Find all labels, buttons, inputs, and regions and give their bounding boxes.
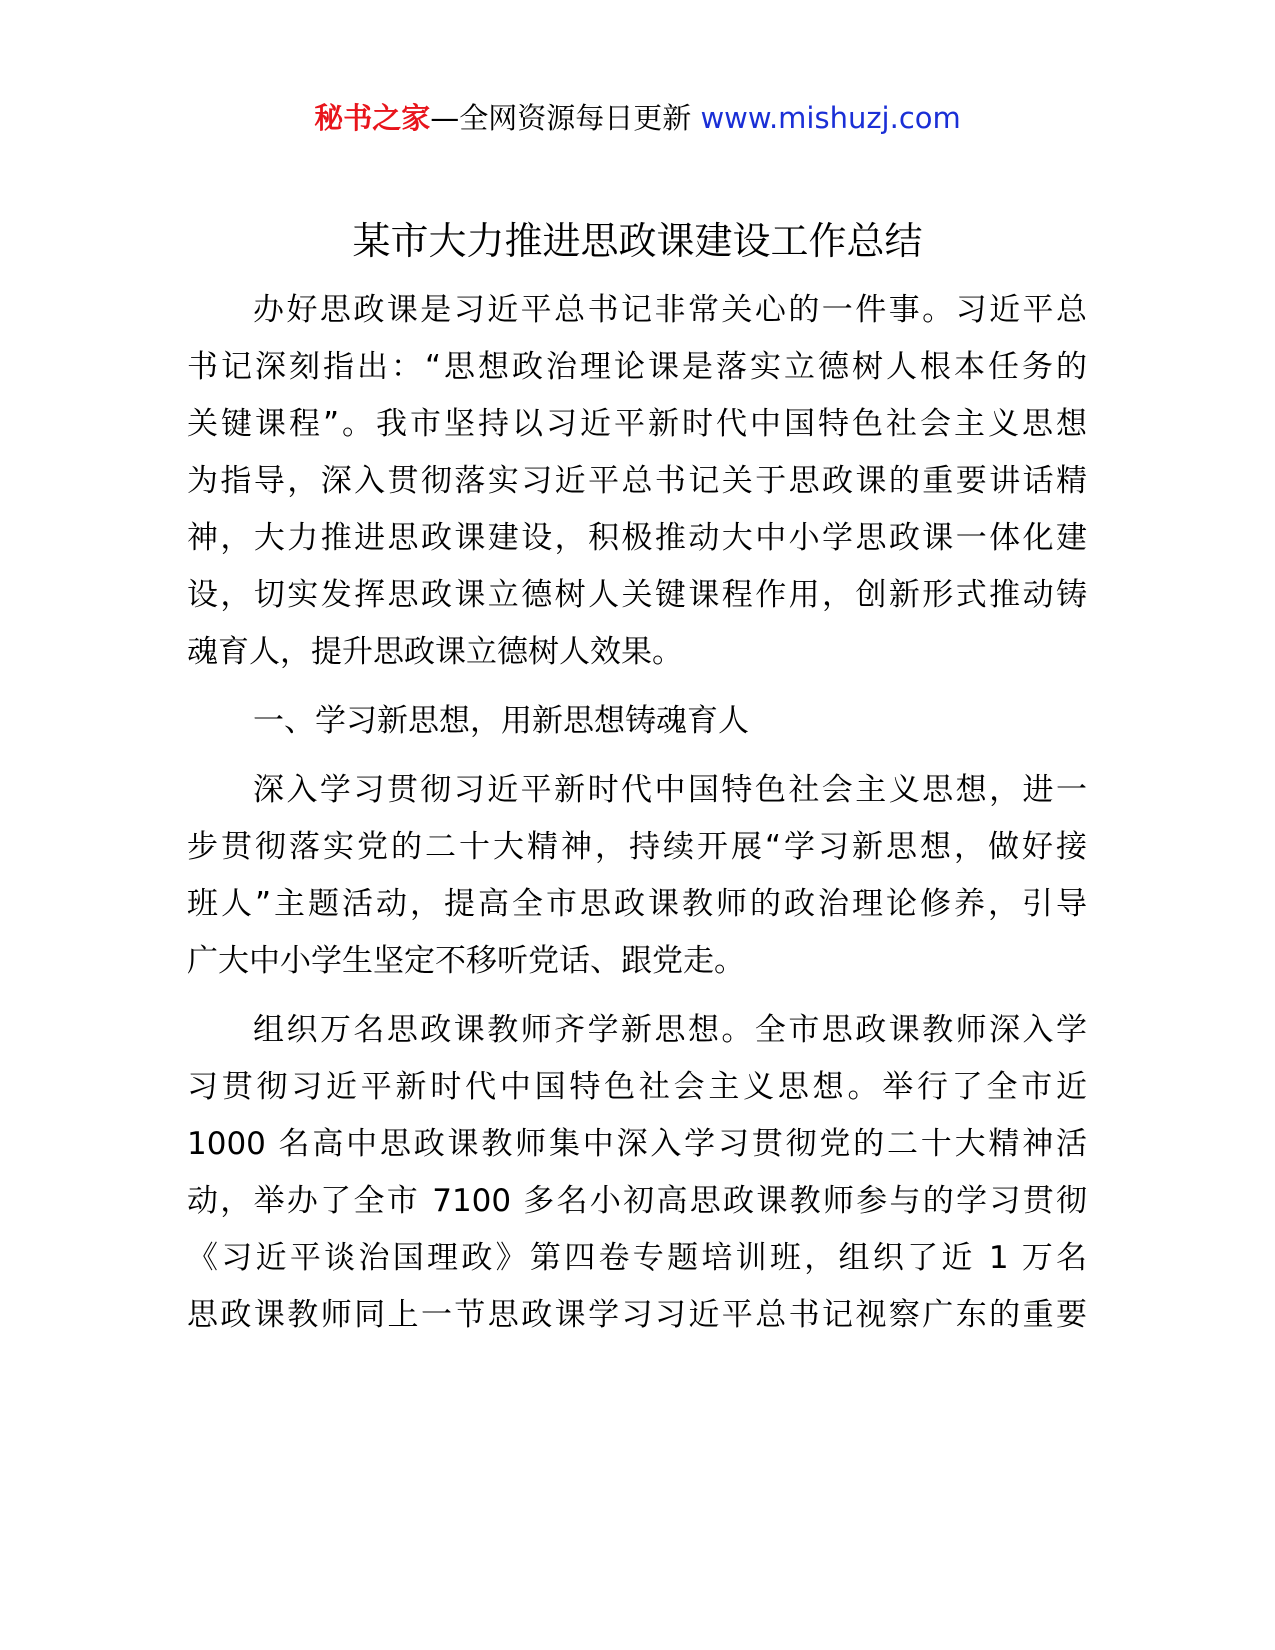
- page-header: [0, 98, 1275, 138]
- text-line: 思政课教师同上一节思政课学习习近平总书记视察广东的重要: [187, 1297, 1087, 1333]
- text-line: 办好思政课是习近平总书记非常关心的一件事。习近平总: [253, 292, 1087, 328]
- text-line: 书记深刻指出：“思想政治理论课是落实立德树人根本任务的: [187, 349, 1087, 385]
- header-url[interactable]: www.mishuzj.com: [700, 101, 961, 135]
- text-line: 1000 名高中思政课教师集中深入学习贯彻党的二十大精神活: [187, 1126, 1087, 1162]
- text-line: 一、学习新思想，用新思想铸魂育人: [253, 703, 749, 739]
- text-line: 设，切实发挥思政课立德树人关键课程作用，创新形式推动铸: [187, 577, 1087, 613]
- text-line: 魂育人，提升思政课立德树人效果。: [187, 634, 683, 670]
- text-line: 动，举办了全市 7100 多名小初高思政课教师参与的学习贯彻: [187, 1183, 1087, 1219]
- text-line: 深入学习贯彻习近平新时代中国特色社会主义思想，进一: [253, 772, 1087, 808]
- text-line: 广大中小学生坚定不移听党话、跟党走。: [187, 943, 745, 979]
- text-line: 班人”主题活动，提高全市思政课教师的政治理论修养，引导: [187, 886, 1087, 922]
- paragraph-section-one: [187, 762, 1087, 990]
- paragraph-teachers: [187, 1002, 1087, 1344]
- document-body: [187, 282, 1087, 1356]
- document-title: 某市大力推进思政课建设工作总结: [352, 219, 923, 263]
- text-line: 组织万名思政课教师齐学新思想。全市思政课教师深入学: [253, 1012, 1087, 1048]
- section-heading: [187, 693, 1087, 750]
- header-brand: 秘书之家: [314, 101, 431, 135]
- text-line: 为指导，深入贯彻落实习近平总书记关于思政课的重要讲话精: [187, 463, 1087, 499]
- text-line: 步贯彻落实党的二十大精神，持续开展“学习新思想，做好接: [187, 829, 1087, 865]
- paragraph-intro: [187, 282, 1087, 681]
- text-line: 习贯彻习近平新时代中国特色社会主义思想。举行了全市近: [187, 1069, 1087, 1105]
- text-line: 神，大力推进思政课建设，积极推动大中小学思政课一体化建: [187, 520, 1087, 556]
- text-line: 关键课程”。我市坚持以习近平新时代中国特色社会主义思想: [187, 406, 1087, 442]
- text-line: 《习近平谈治国理政》第四卷专题培训班，组织了近 1 万名: [187, 1240, 1087, 1276]
- header-slogan: —全网资源每日更新: [430, 101, 692, 135]
